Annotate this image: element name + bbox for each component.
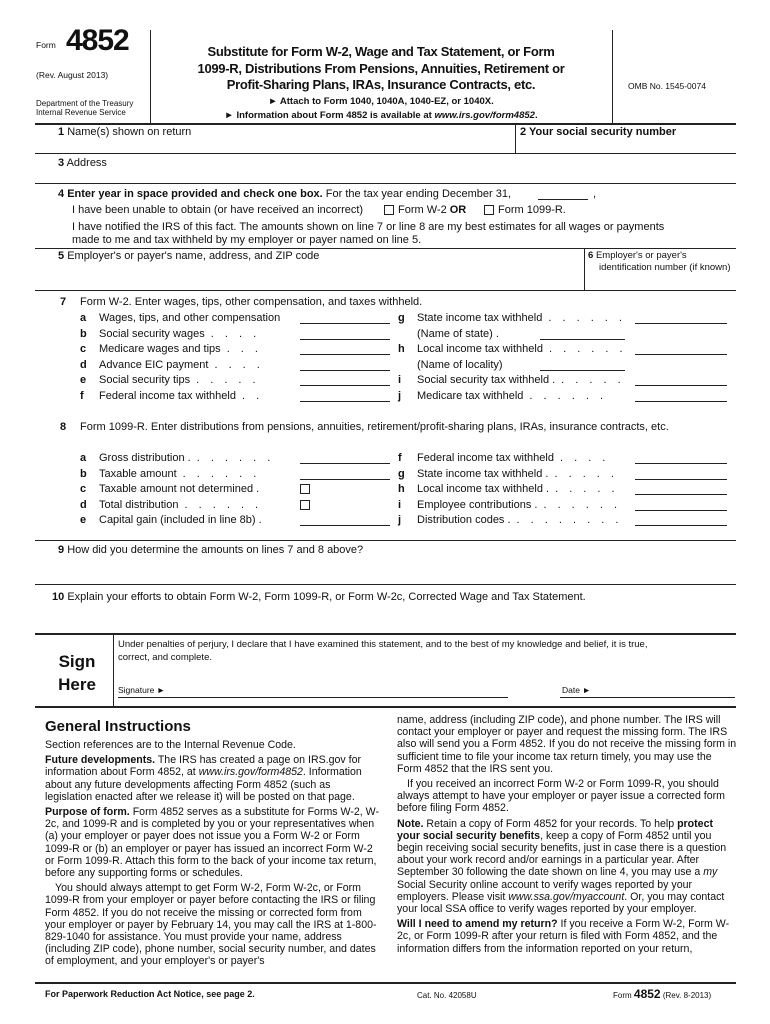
line-item-text: Social security tax withheld . — [417, 374, 556, 386]
line-item-text: Employee contributions . — [417, 498, 538, 511]
line-item-amount-field[interactable] — [635, 343, 727, 355]
line-item-name-field[interactable] — [540, 359, 625, 371]
line-letter: c — [80, 343, 87, 355]
paragraph-text: You should always attempt to get Form W-2, Form W-2c, or Form 1099-R from your employer or payer before contacting the IRS or filing Form 4852. If you do not receive the missing or corrected form from your employer or payer by February 14, you may call the IRS at 1-800-829-1040 for assistance. You must provide your name, address (including ZIP code), phone number, social security number, and dates of employment, and your employer's or payer's — [45, 882, 377, 968]
paragraph-text: If you received an incorrect Form W-2 or Form 1099-R, you should always attempt to have your employer or payer issue a corrected form before filing Form 4852. — [397, 778, 725, 815]
line9-text: How did you determine the amounts on lines 7 and 8 above? — [67, 544, 364, 556]
line-item-label — [417, 499, 621, 511]
instruction-paragraph — [45, 739, 380, 751]
leader-dots: . . . . . . — [548, 312, 626, 324]
line-item-amount-field[interactable] — [300, 374, 390, 386]
line-item-text: Local income tax withheld . — [417, 483, 550, 495]
line-item-text: Medicare wages and tips — [99, 343, 221, 355]
instruction-paragraph — [397, 778, 737, 815]
form-url-link[interactable]: www.irs.gov/form4852 — [434, 110, 535, 121]
line5-text: Employer's or payer's name, address, and ZIP code — [67, 250, 320, 262]
info-text: ► Information about Form 4852 is available at — [224, 110, 435, 121]
title-line: Profit-Sharing Plans, IRAs, Insurance Contracts, etc. — [226, 77, 536, 92]
line-item-amount-field[interactable] — [635, 312, 727, 324]
right-line-item — [398, 327, 499, 342]
line-item-text: Social security tips — [99, 374, 191, 386]
instruction-paragraph — [45, 806, 380, 879]
form-number: 4852 — [633, 987, 661, 1001]
bold-lead: Will I need to amend my return? — [397, 918, 558, 931]
left-line-item — [80, 467, 261, 482]
instructions-title: General Instructions — [45, 718, 191, 735]
line-item-amount-field[interactable] — [300, 343, 390, 355]
line-item-amount-field[interactable] — [635, 374, 727, 386]
bold-lead: Note. — [397, 817, 424, 830]
right-line-item — [398, 312, 626, 326]
w2-checkbox[interactable] — [384, 205, 394, 215]
leader-dots: . . . . . . — [543, 498, 622, 511]
line-item-label — [417, 452, 609, 464]
line-item-text: (Name of locality) — [417, 358, 503, 371]
right-line-item — [398, 343, 627, 357]
line6-label — [588, 250, 730, 274]
paragraph-text: Social Security online account to verify wages reported by your employers. Please visit — [397, 878, 693, 903]
leader-dots: . . . . . — [554, 467, 618, 480]
line-item-text: Taxable amount — [99, 467, 177, 480]
instruction-paragraph — [45, 882, 380, 967]
line6-text: Employer's or payer's — [595, 250, 687, 261]
leader-dots: . . . . . . . . — [516, 514, 623, 526]
line-letter: i — [398, 498, 402, 511]
paragraph-text: name, address (including ZIP code), and phone number. The IRS will contact your employer or payer and request the missing form. The IRS also will send you a Form 4852. If you do not receive the missing form in sufficient time to file your income tax return timely, you may use the Form 4852 that the IRS sent you. — [397, 714, 737, 775]
perjury-statement-2: correct, and complete. — [118, 652, 212, 663]
line-letter: f — [80, 389, 84, 402]
bold-lead: Future developments. — [45, 754, 156, 767]
line-item-label — [99, 343, 262, 355]
form-title — [152, 44, 610, 94]
line-letter: i — [398, 374, 402, 386]
line4-label — [58, 188, 511, 200]
instruction-paragraph — [45, 754, 380, 803]
line-letter: j — [398, 389, 402, 402]
signature-field[interactable] — [118, 685, 508, 698]
line3-text: Address — [66, 157, 107, 169]
name-field[interactable] — [58, 138, 508, 152]
line-item-label — [417, 514, 622, 526]
line-number: 10 — [52, 591, 65, 603]
line-item-label — [417, 312, 626, 324]
line-item-amount-field[interactable] — [300, 312, 390, 324]
line-item-amount-field[interactable] — [635, 499, 727, 511]
right-line-item — [398, 514, 623, 528]
line-item-amount-field[interactable] — [300, 468, 390, 480]
instruction-paragraph — [397, 918, 737, 955]
sign-word: Sign — [58, 652, 96, 671]
line-letter: h — [398, 483, 405, 495]
line-item-label — [99, 499, 262, 511]
1099r-checkbox[interactable] — [484, 205, 494, 215]
form-number: 4852 — [66, 24, 129, 57]
line-letter: f — [398, 452, 402, 464]
revision: (Rev. August 2013) — [36, 70, 109, 80]
paragraph-text: . Information about any future developments affecting Form 4852 (such as legislation enacted after we release it) will be posted on that page. — [45, 766, 362, 803]
line-item-amount-field[interactable] — [635, 452, 727, 464]
info-note — [152, 110, 610, 121]
revision: (Rev. 8-2013) — [662, 991, 712, 1000]
line-letter: g — [398, 312, 405, 324]
line-item-label — [417, 483, 619, 495]
left-line-item — [80, 514, 262, 528]
line-item-text: Capital gain (included in line 8b) . — [99, 514, 262, 526]
line7-heading: Form W-2. Enter wages, tips, other compensation, and taxes withheld. — [80, 296, 423, 308]
left-line-item — [80, 452, 275, 466]
line-item-label — [417, 328, 505, 340]
line-item-label — [417, 343, 627, 355]
line-letter: b — [80, 327, 87, 340]
right-line-item — [398, 358, 503, 373]
paragraph-text: , keep a copy of Form 4852 until you begin receiving social security benefits, just in case there is a question about your work record and/or earnings in a particular year. After September 30 following the date shown on line 4, you may use a — [397, 829, 727, 879]
leader-dots: . . . . . . — [548, 343, 627, 355]
line-item-label — [99, 374, 260, 386]
leader-dots: . . . . — [210, 327, 261, 340]
bold-lead: protect your social security benefits — [397, 817, 713, 842]
line-item-text: Distribution codes . — [417, 514, 511, 526]
left-line-item — [80, 327, 261, 342]
info-period: . — [534, 110, 538, 121]
line-number: 1 — [58, 126, 65, 138]
line-number: 5 — [58, 250, 65, 262]
comma: , — [593, 188, 597, 200]
line-letter: a — [80, 452, 87, 464]
line-item-text: (Name of state) . — [417, 327, 499, 340]
perjury-statement: Under penalties of perjury, I declare that I have examined this statement, and to the best of my knowledge and belief, it is true, — [118, 639, 648, 650]
leader-dots: . . . . . . — [184, 498, 263, 511]
leader-dots: . . . . — [559, 452, 610, 464]
paragraph-text: Section references are to the Internal Revenue Code. — [45, 739, 296, 751]
line8-heading: Form 1099-R. Enter distributions from pensions, annuities, retirement/profit-sharing plans, IRAs, insurance contracts, etc. — [80, 421, 669, 433]
left-line-item — [80, 389, 264, 404]
line10-label — [52, 591, 586, 603]
line-letter: g — [398, 467, 405, 480]
line-item-text: Advance EIC payment — [99, 358, 209, 371]
line4-notified-text: I have notified the IRS of this fact. The amounts shown on line 7 or line 8 are my best estimates for all wages or payments — [72, 221, 665, 233]
paragraph-text: Form 4852 serves as a substitute for Forms W-2, W-2c, and 1099-R and is completed by you or your representatives when (a) your employer or payer does not issue you a Form W-2 or Form 1099-R or (b) an employer or payer has issued an incorrect Form W-2 or Form 1099-R. Attach this form to the back of your income tax return, before any supporting forms or schedules. — [45, 806, 379, 880]
leader-dots: . . . . . . — [196, 452, 275, 464]
1099r-label: Form 1099-R. — [498, 204, 566, 216]
line-letter: b — [80, 467, 87, 480]
left-line-item — [80, 358, 264, 373]
left-line-item — [80, 498, 263, 513]
line-item-text: Social security wages — [99, 327, 205, 340]
line-item-label — [99, 312, 286, 324]
w2-label: Form W-2 — [398, 204, 447, 216]
line-item-label — [99, 390, 263, 402]
line-item-amount-field[interactable] — [635, 390, 727, 402]
italic-reference: my — [703, 866, 718, 879]
line-item-text: Total distribution — [99, 498, 179, 511]
line-item-text: Gross distribution . — [99, 452, 191, 464]
leader-dots: . . . . . . — [182, 467, 261, 480]
line-item-amount-field[interactable] — [300, 359, 390, 371]
instruction-paragraph — [397, 818, 737, 916]
line-item-amount-field[interactable] — [635, 468, 727, 480]
line-item-text: State income tax withheld . — [417, 467, 549, 480]
line-item-text: Wages, tips, and other compensation — [99, 312, 281, 324]
line9-field[interactable] — [58, 558, 728, 582]
line-item-label — [417, 359, 509, 371]
line-letter: e — [80, 374, 87, 386]
line-item-text: Federal income tax withheld — [417, 452, 554, 464]
right-line-item — [398, 483, 619, 497]
line-number: 8 — [60, 421, 67, 433]
line-item-label — [99, 483, 265, 495]
line-item-label — [417, 468, 618, 480]
line10-text: Explain your efforts to obtain Form W-2, Form 1099-R, or Form W-2c, Corrected Wage and Tax Statement. — [67, 591, 586, 603]
line-item-amount-field[interactable] — [300, 514, 390, 526]
title-line: 1099-R, Distributions From Pensions, Annuities, Retirement or — [197, 60, 565, 76]
line-item-checkbox[interactable] — [300, 500, 310, 510]
line-number: 4 — [58, 188, 65, 200]
ssn-field[interactable] — [520, 138, 730, 152]
bold-lead: Purpose of form. — [45, 806, 130, 819]
paragraph-text: The IRS has created a page on IRS.gov for information about Form 4852, at — [45, 754, 361, 779]
leader-dots: . . . — [226, 343, 262, 355]
line4-text: For the tax year ending December 31, — [325, 188, 512, 200]
line-item-label — [417, 374, 625, 386]
line-item-text: State income tax withheld — [417, 312, 543, 324]
line-item-label — [99, 359, 264, 371]
line-item-label — [99, 452, 274, 464]
line-number: 6 — [588, 250, 594, 261]
line-item-checkbox[interactable] — [300, 484, 310, 494]
omb-number: OMB No. 1545-0074 — [628, 81, 706, 91]
leader-dots: . . . . . — [555, 483, 619, 495]
address-field[interactable] — [58, 170, 728, 184]
right-line-item — [398, 389, 608, 404]
line2-label — [520, 126, 676, 138]
line-item-amount-field[interactable] — [635, 514, 727, 526]
italic-reference: www.ssa.gov/myaccount — [508, 890, 625, 903]
line-item-label — [99, 514, 268, 526]
leader-dots: . . . . . . — [529, 389, 608, 402]
line-item-text: Federal income tax withheld — [99, 389, 236, 402]
right-line-item — [398, 498, 622, 513]
italic-reference: www.irs.gov/form4852 — [198, 766, 303, 779]
line2-text: Your social security number — [528, 126, 677, 138]
line-letter: e — [80, 514, 87, 526]
paperwork-notice: For Paperwork Reduction Act Notice, see page 2. — [45, 989, 255, 999]
line-letter: d — [80, 498, 87, 511]
line4-bold: Enter year in space provided and check one box. — [67, 188, 323, 200]
line-item-amount-field[interactable] — [635, 483, 727, 495]
line4-unable-text: I have been unable to obtain (or have received an incorrect) — [72, 204, 364, 216]
line10-field[interactable] — [58, 605, 728, 631]
left-line-item — [80, 483, 260, 497]
line-item-name-field[interactable] — [540, 328, 625, 340]
line-item-amount-field[interactable] — [300, 328, 390, 340]
line-item-amount-field[interactable] — [300, 452, 390, 464]
line-letter: c — [80, 483, 87, 495]
w2-option — [398, 204, 466, 216]
line-number: 3 — [58, 157, 65, 169]
right-line-item — [398, 452, 610, 466]
date-label: Date ► — [562, 685, 591, 695]
line-number: 9 — [58, 544, 65, 556]
form-word: Form — [36, 40, 56, 50]
line-letter: j — [398, 514, 402, 526]
right-line-item — [398, 467, 618, 482]
title-line: Substitute for Form W-2, Wage and Tax Statement, or Form — [207, 44, 555, 59]
dept-irs: Internal Revenue Service — [36, 108, 126, 117]
line-letter: d — [80, 358, 87, 371]
line-item-amount-field[interactable] — [300, 390, 390, 402]
line-item-text: Medicare tax withheld — [417, 389, 524, 402]
line1-label — [58, 126, 191, 138]
left-line-item — [80, 312, 281, 326]
line5-label — [58, 250, 319, 262]
footer-form-id — [613, 987, 711, 1001]
paragraph-text: If you receive a Form W-2, Form W-2c, or Form 1099-R after your return is filed with Form 4852, and the information differs from the information reported on your return, — [397, 918, 730, 955]
tax-year-field[interactable] — [538, 188, 588, 200]
line6-text2: identification number (if known) — [599, 262, 731, 273]
leader-dots: . . . . . — [196, 374, 260, 386]
here-word: Here — [58, 675, 96, 694]
line-letter: h — [398, 343, 405, 355]
left-line-item — [80, 374, 260, 388]
signature-label: Signature ► — [118, 685, 166, 695]
leader-dots: . . . . . — [561, 374, 625, 386]
attach-note: ► Attach to Form 1040, 1040A, 1040-EZ, or 1040X. — [268, 96, 494, 107]
paragraph-text: . Or, you may contact your local SSA office to verify wages reported by your employer. — [397, 890, 725, 916]
sign-here-label — [42, 650, 112, 696]
date-field[interactable] — [560, 685, 735, 698]
line-number: 7 — [60, 296, 67, 308]
or-label: OR — [449, 204, 467, 216]
line-item-text: Local income tax withheld — [417, 343, 543, 355]
line9-label — [58, 544, 363, 556]
line-item-label — [417, 390, 607, 402]
line-letter: a — [80, 312, 87, 324]
line-number: 2 — [520, 126, 527, 138]
line1-text: Name(s) shown on return — [67, 126, 192, 138]
left-line-item — [80, 343, 262, 357]
instructions-left-column — [45, 739, 380, 971]
line4-made-text: made to me and tax withheld by my employer or payer named on line 5. — [72, 234, 422, 246]
paragraph-text: Retain a copy of Form 4852 for your records. To help — [423, 817, 678, 830]
line3-label — [58, 157, 107, 169]
leader-dots: . . — [241, 389, 264, 402]
line-item-label — [99, 328, 260, 340]
form-word: Form — [613, 991, 632, 1000]
instructions-right-column — [397, 714, 737, 958]
catalog-number: Cat. No. 42058U — [417, 991, 477, 1000]
line-item-text: Taxable amount not determined . — [99, 483, 260, 495]
dept-treasury: Department of the Treasury — [36, 99, 134, 108]
line-item-label — [99, 468, 260, 480]
employer-field[interactable] — [58, 264, 578, 288]
instruction-paragraph — [397, 714, 737, 775]
leader-dots: . . . . — [214, 358, 264, 371]
right-line-item — [398, 374, 625, 388]
